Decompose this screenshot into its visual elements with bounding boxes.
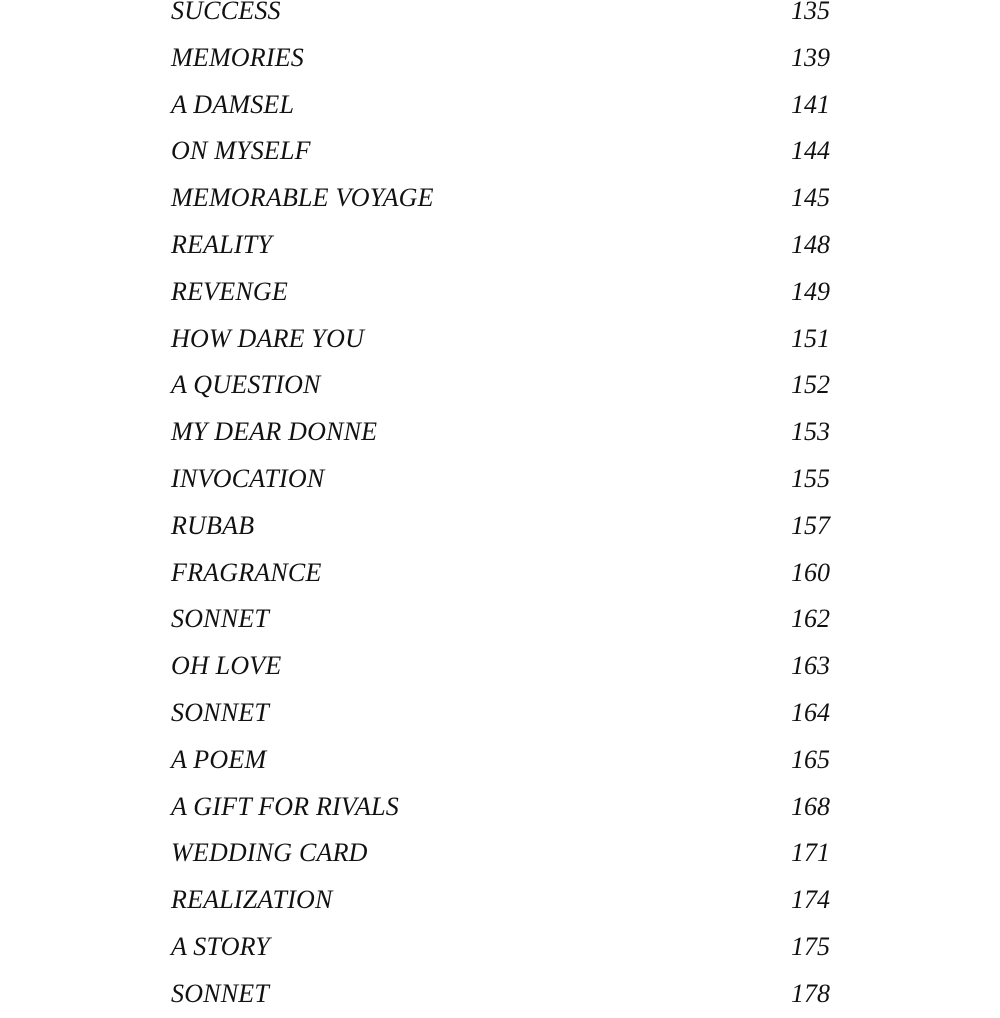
toc-entry-page: 135 bbox=[791, 0, 830, 25]
toc-entry bbox=[0, 175, 1000, 222]
toc-entry bbox=[0, 409, 1000, 456]
toc-entry-page: 144 bbox=[791, 136, 830, 166]
toc-entry bbox=[0, 596, 1000, 643]
toc-entry-title: RUBAB bbox=[171, 510, 255, 540]
toc-entry bbox=[0, 971, 1000, 1018]
toc-entry bbox=[0, 456, 1000, 503]
toc-entry bbox=[0, 35, 1000, 82]
toc-entry-title: REALITY bbox=[171, 229, 273, 259]
toc-entry bbox=[0, 924, 1000, 971]
toc-entry-title: A QUESTION bbox=[171, 370, 321, 400]
toc-entry bbox=[0, 0, 1000, 35]
toc-entry-page: 174 bbox=[791, 885, 830, 915]
toc-entry-page: 151 bbox=[791, 323, 830, 353]
toc-entry bbox=[0, 222, 1000, 269]
toc-entry bbox=[0, 128, 1000, 175]
toc-entry-page: 141 bbox=[791, 89, 830, 119]
toc-entry-page: 160 bbox=[791, 557, 830, 587]
toc-entry bbox=[0, 737, 1000, 784]
toc-entry-page: 157 bbox=[791, 510, 830, 540]
toc-entry-page: 149 bbox=[791, 276, 830, 306]
toc-entry-title: SUCCESS bbox=[171, 0, 281, 25]
toc-entry bbox=[0, 82, 1000, 129]
toc-entry-title: FRAGRANCE bbox=[171, 557, 322, 587]
toc-entry-title: MY DEAR DONNE bbox=[171, 417, 378, 447]
toc-entry bbox=[0, 830, 1000, 877]
toc-entry bbox=[0, 784, 1000, 831]
toc-entry-page: 152 bbox=[791, 370, 830, 400]
toc-entry-page: 139 bbox=[791, 42, 830, 72]
toc-entry-title: A STORY bbox=[171, 931, 270, 961]
toc-entry bbox=[0, 690, 1000, 737]
toc-entry-title: MEMORABLE VOYAGE bbox=[171, 183, 434, 213]
toc-entry bbox=[0, 550, 1000, 597]
toc-entry-page: 165 bbox=[791, 744, 830, 774]
toc-entry-title: ON MYSELF bbox=[171, 136, 311, 166]
toc-entry-page: 171 bbox=[791, 838, 830, 868]
toc-entry-page: 163 bbox=[791, 651, 830, 681]
toc-entry-title: A GIFT FOR RIVALS bbox=[171, 791, 399, 821]
toc-entry bbox=[0, 643, 1000, 690]
toc-entry-title: REVENGE bbox=[171, 276, 288, 306]
toc-entry-page: 155 bbox=[791, 463, 830, 493]
toc-entry bbox=[0, 362, 1000, 409]
toc-entry bbox=[0, 269, 1000, 316]
toc-entry-page: 148 bbox=[791, 229, 830, 259]
toc-entry-page: 178 bbox=[791, 978, 830, 1008]
toc-entry-title: A DAMSEL bbox=[171, 89, 295, 119]
toc-entry-title: SONNET bbox=[171, 697, 270, 727]
toc-entry bbox=[0, 316, 1000, 363]
toc-entry-title: WEDDING CARD bbox=[171, 838, 368, 868]
toc-entry bbox=[0, 503, 1000, 550]
toc-entry-title: OH LOVE bbox=[171, 651, 282, 681]
toc-entry-title: INVOCATION bbox=[171, 463, 325, 493]
toc-entry-page: 168 bbox=[791, 791, 830, 821]
toc-entry-title: SONNET bbox=[171, 978, 270, 1008]
toc-entry-title: SONNET bbox=[171, 604, 270, 634]
toc-entry-title: MEMORIES bbox=[171, 42, 304, 72]
toc-entry-title: A POEM bbox=[171, 744, 267, 774]
toc-entry-page: 162 bbox=[791, 604, 830, 634]
toc-entry-title: REALIZATION bbox=[171, 885, 333, 915]
toc-entry-title: HOW DARE YOU bbox=[171, 323, 365, 353]
toc-entry-page: 164 bbox=[791, 697, 830, 727]
toc-entry-page: 145 bbox=[791, 183, 830, 213]
toc-entry bbox=[0, 877, 1000, 924]
toc-entry-page: 153 bbox=[791, 417, 830, 447]
toc-entry-page: 175 bbox=[791, 931, 830, 961]
